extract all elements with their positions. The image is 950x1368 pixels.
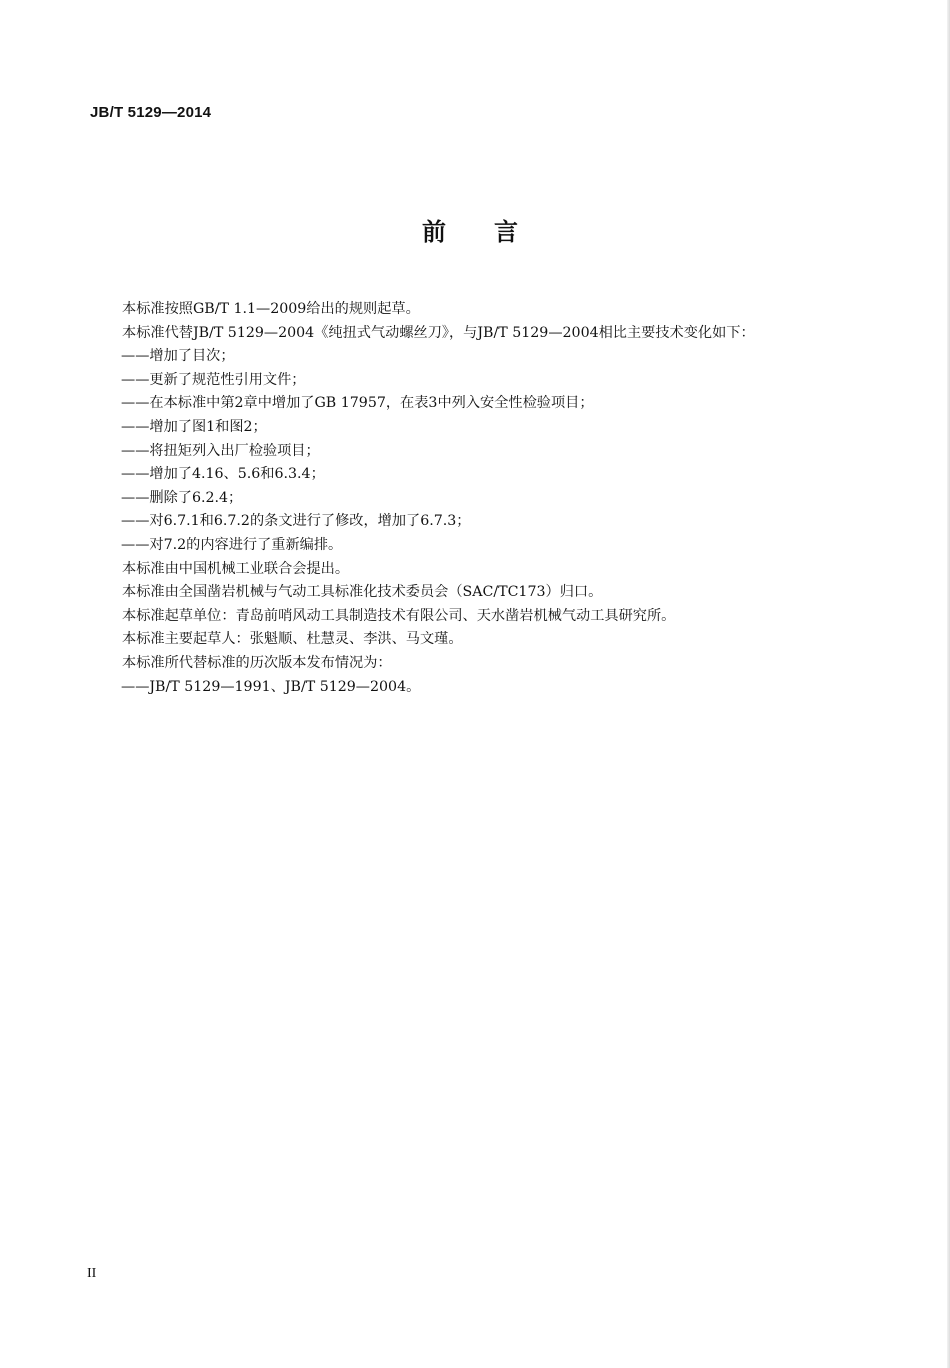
paragraph-version-history: 本标准所代替标准的历次版本发布情况为：	[122, 654, 392, 671]
standard-number: JB/T 5129—2014	[90, 104, 212, 121]
paragraph-proposer: 本标准由中国机械工业联合会提出。	[122, 560, 350, 577]
change-item: ——增加了图1和图2；	[121, 418, 267, 435]
change-item: ——删除了6.2.4；	[121, 489, 243, 506]
change-item: ——对6.7.1和6.7.2的条文进行了修改，增加了6.7.3；	[121, 513, 471, 530]
change-item: ——在本标准中第2章中增加了GB 17957，在表3中列入安全性检验项目；	[121, 395, 594, 412]
change-item: ——增加了4.16、5.6和6.3.4；	[121, 466, 325, 483]
paragraph-drafting-rules: 本标准按照GB/T 1.1—2009给出的规则起草。	[122, 301, 420, 317]
foreword-body	[122, 298, 842, 699]
page-title: 前言	[422, 218, 566, 246]
version-history-item: ——JB/T 5129—1991、JB/T 5129—2004。	[121, 678, 421, 695]
change-item: ——增加了目次；	[121, 348, 235, 365]
page-number: II	[87, 1266, 97, 1281]
change-item: ——更新了规范性引用文件；	[121, 371, 306, 388]
paragraph-drafters: 本标准主要起草人：张魁顺、杜慧灵、李洪、马文瑾。	[122, 631, 463, 648]
change-item: ——将扭矩列入出厂检验项目；	[121, 442, 320, 459]
change-item: ——对7.2的内容进行了重新编排。	[121, 536, 343, 553]
paragraph-committee: 本标准由全国凿岩机械与气动工具标准化技术委员会（SAC/TC173）归口。	[122, 584, 603, 601]
paragraph-replacement: 本标准代替JB/T 5129—2004《纯扭式气动螺丝刀》，与JB/T 5129—2004相比主要技术变化如下：	[122, 324, 755, 341]
paragraph-drafting-units: 本标准起草单位：青岛前哨风动工具制造技术有限公司、天水凿岩机械气动工具研究所。	[122, 607, 676, 624]
